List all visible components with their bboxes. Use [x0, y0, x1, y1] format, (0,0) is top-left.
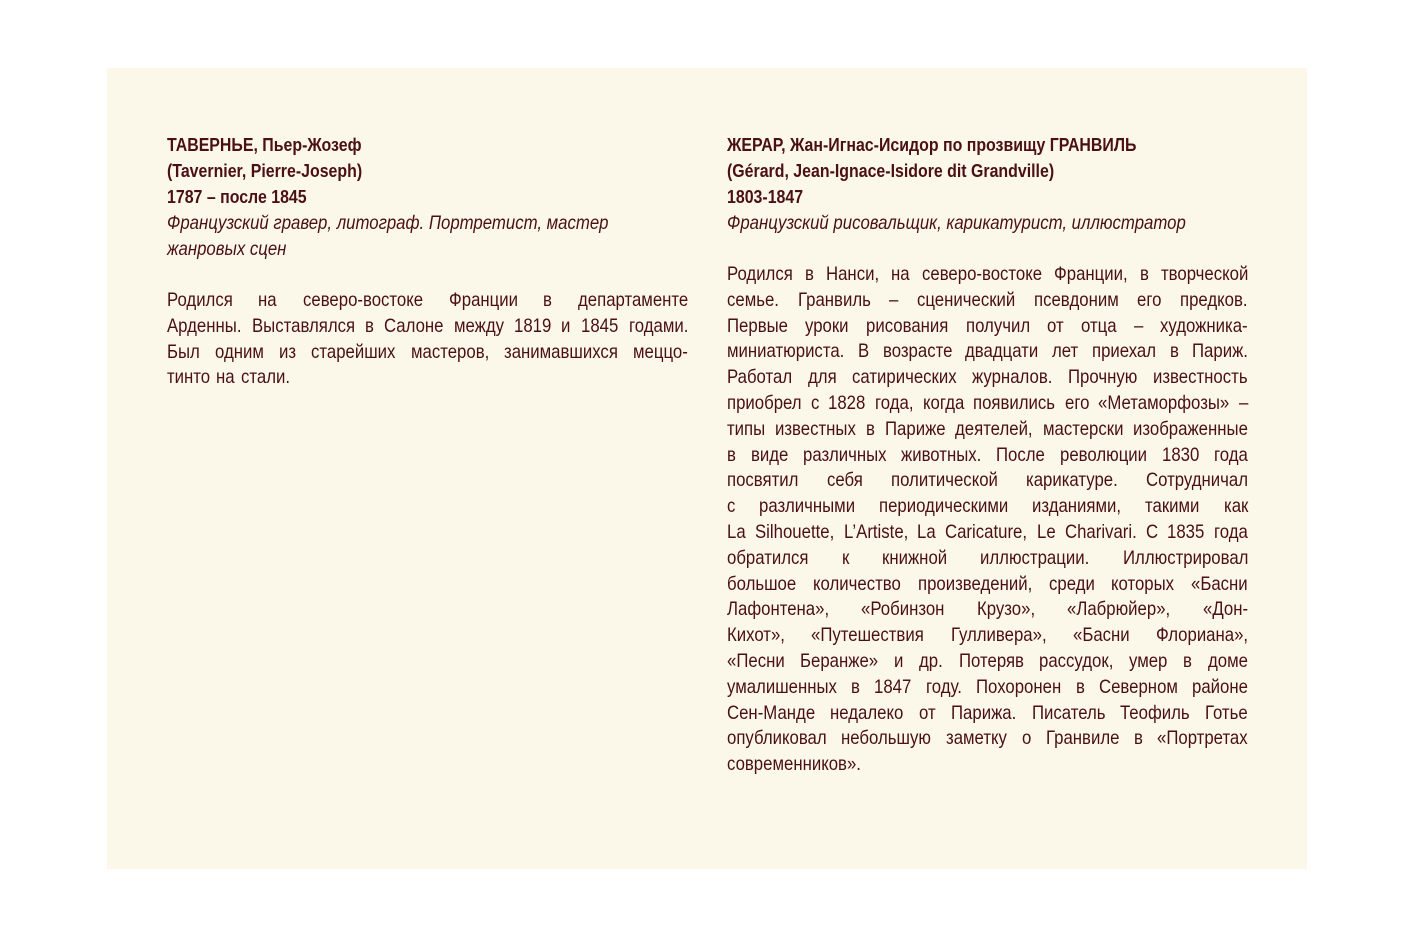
- biography-line: с различными периодическими изданиями, такими как: [727, 495, 1248, 518]
- biography-line: в виде различных животных. После революции 1830 года: [727, 443, 1248, 466]
- biography-line: Родился на северо-востоке Франции в департаменте: [167, 289, 689, 311]
- biography-line: Кихот», «Путешествия Гулливера», «Басни Флориана»,: [727, 624, 1248, 647]
- biography-line: Арденны. Выставлялся в Салоне между 1819 и 1845 годами.: [167, 314, 688, 337]
- biography-line: Работал для сатирических журналов. Прочную известность: [727, 366, 1249, 389]
- page: [107, 68, 1307, 869]
- entry-name: ЖЕРАР, Жан-Игнас-Исидор по прозвищу ГРАНВИЛЬ: [727, 134, 1137, 155]
- entry-tavernier: [167, 132, 688, 391]
- biography-line: опубликовал небольшую заметку о Гранвиле в «Портретах: [727, 727, 1248, 750]
- entry-original-name: (Gérard, Jean-Ignace-Isidore dit Grandville): [727, 160, 1055, 181]
- biography-line: типы известных в Париже деятелей, мастерски изображенные: [727, 417, 1248, 440]
- entry-role-line: Французский гравер, литограф. Портретист, мастер: [167, 212, 609, 234]
- biography-line: Лафонтена», «Робинзон Крузо», «Лабрюйер», «Дон-: [727, 598, 1248, 621]
- biography-line: посвятил себя политической карикатуре. Сотрудничал: [727, 469, 1248, 492]
- entry-biography: [167, 288, 688, 391]
- biography-line: приобрел с 1828 года, когда появились его «Метаморфозы» –: [727, 391, 1248, 414]
- entry-grandville: [727, 132, 1248, 778]
- entry-role-line: Французский рисовальщик, карикатурист, иллюстратор: [727, 212, 1186, 234]
- biography-line: тинто на стали.: [167, 366, 290, 389]
- biography-line: большое количество произведений, среди которых «Басни: [727, 572, 1248, 595]
- biography-line: обратился к книжной иллюстрации. Иллюстрировал: [727, 546, 1248, 569]
- entry-name: ТАВЕРНЬЕ, Пьер-Жозеф: [167, 134, 362, 155]
- biography-line: миниатюриста. В возрасте двадцати лет приехал в Париж.: [727, 340, 1248, 363]
- biography-line: La Silhouette, L’Artiste, La Caricature, Le Charivari. С 1835 года: [727, 520, 1248, 543]
- entry-dates: 1803-1847: [727, 186, 804, 207]
- biography-line: Первые уроки рисования получил от отца – художника-: [727, 314, 1248, 337]
- entry-biography: [727, 262, 1248, 778]
- entry-original-name: (Tavernier, Pierre-Joseph): [167, 160, 363, 181]
- biography-line: современников».: [727, 753, 861, 776]
- biography-line: умалишенных в 1847 году. Похоронен в Северном районе: [727, 675, 1248, 698]
- biography-line: Был одним из старейших мастеров, занимавшихся меццо-: [167, 340, 688, 363]
- biography-line: семье. Гранвиль – сценический псевдоним его предков.: [727, 288, 1249, 311]
- entry-dates: 1787 – после 1845: [167, 186, 307, 207]
- biography-line: Родился в Нанси, на северо-востоке Франции, в творческой: [727, 263, 1248, 285]
- entry-role-line: жанровых сцен: [167, 238, 287, 260]
- biography-line: Сен-Манде недалеко от Парижа. Писатель Теофиль Готье: [727, 701, 1248, 724]
- biography-line: «Песни Беранже» и др. Потеряв рассудок, умер в доме: [727, 649, 1248, 672]
